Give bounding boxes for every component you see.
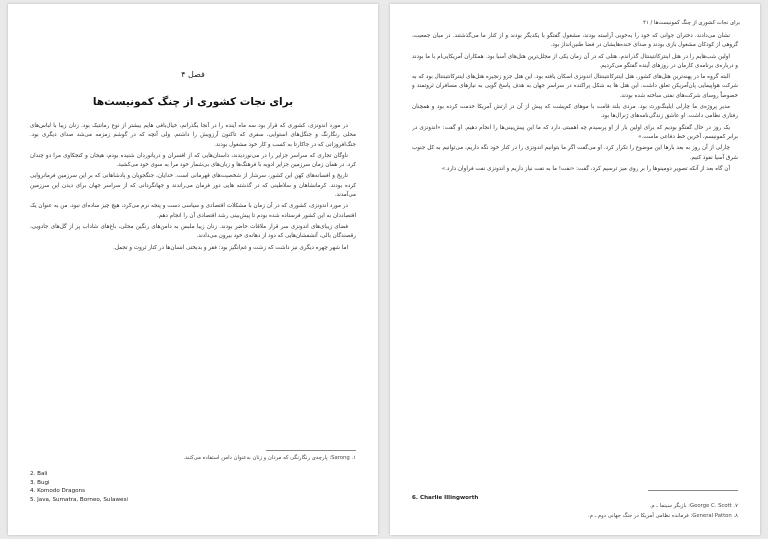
chapter-label: فصل ۴ [181,70,205,79]
paragraph: فضای زیبای‌های اندونزی سر قرار ملاقات حاضر بودند. زنان زیبا ملبس به دامن‌های رنگین محلی، باغ‌های شاداب پر از گل‌های جادویی، رقصندگان بالی، آتشفشان‌هایی که دود از دهانه‌ی خود بیرون می‌دادند. [30,223,356,240]
footnote-6: 6. Charlie Illingworth [412,495,479,501]
paragraph: اولین شب‌هایم را در هتل اینترکانتیننتال گذراندم. هتلی که در آن زمان یکی از مجلل‌ترین هتل‌های آسیا بود. همکاران آمریکایی‌ام با ما بودند و درباره‌ی برنامه‌ی کارمان در روزهای آینده گفتگو می‌کردیم. [412,53,738,69]
footnote-3: 3. Bugi [30,479,50,486]
footnote-divider [648,490,738,491]
footnote-4: 4. Komodo Dragons [30,488,86,494]
chapter-title: برای نجات کشوری از چنگ کمونیست‌ها [92,96,294,108]
right-page [390,4,760,535]
paragraph: در مورد اندونزی، کشوری که قرار بود سه ماه آینده را در آنجا بگذرانم، خیال‌بافی هایم بیشتر از نوع رمانتیک بود. زنان زیبا با لباس‌های محلی رنگارنگ و جنگل‌های استوایی، سفری که تاکنون آرزویش را داشتم. ولی آنچه که در گوشم زمزمه می‌شد صدای دیگری بود. جنگ‌افروزانی که در جاکارتا به کسب و کار خود مشغول بودند. [30,123,356,148]
paragraph: یک روز در حال گفتگو بودیم که برای اولین بار از او پرسیدم چه اهمیتی دارد که ما این پیش‌بینی‌ها را انجام دهیم. او گفت: «اندونزی در برابر کمونیسم، آخرین خط دفاعی ماست.» [412,124,738,140]
paragraph: اما شهر چهره دیگری نیز داشت که زشت و غم‌انگیز بود: فقر و بدبختی انسان‌ها در کنار ثروت و تجمل. [113,244,348,251]
paragraph: چارلی از آن روز به بعد بارها این موضوع را تکرار کرد. او می‌گفت اگر ما بتوانیم اندونزی را در کنار خود نگه داریم، می‌توانیم به کل جنوب شرق آسیا نفوذ کنیم. [412,145,738,161]
paragraph: البته گروه ما در پهنه‌ترین هتل‌های کشور، هتل اینترکانتیننتال اندونزی اسکان یافته بود. این هتل جزو زنجیره هتل‌های اینترکانتیننتال بود که به شرکت هواپیمایی پان‌آمریکن تعلق داشت. این هتل ها به شکل پراکنده در سراسر جهان به هدف پاسخ گویی به نیازهای مسافران ثروتمند و خصوصاً روسای شرکت‌های نفتی ساخته شده بودند. [412,74,738,99]
paragraph: ناوگان تجاری که سراسر جزایر را در می‌نوردیدند، داستان‌هایی که از افسران و دریانوردان شنیده بودم، هیجان و کنجکاوی مرا دو چندان کرد. در همان زمان سرزمین جزایر ادویه با فرهنگ‌ها و زبان‌های بی‌شمار خود مرا به سوی خود می‌کشید. [30,152,356,169]
left-page [8,4,378,535]
footnote-8: ۸. General Patton: فرمانده نظامی آمریکا در جنگ جهانی دوم ـ م. [587,513,738,519]
footnote-5: 5. Java, Sumatra, Borneo, Sulawesi [30,496,128,503]
paragraph: مدیر پروژه‌ی ما چارلی ایلینگ‌ورث بود. مردی بلند قامت با موهای کم‌پشت که پیش از آن در ارتش آمریکا خدمت کرده بود و همچنان رفتاری نظامی داشت. او عاشق زندگی‌نامه‌های ژنرال‌ها بود. [412,104,738,120]
footnote-1: ۱. Sarong: پارچه‌ی رنگارنگی که مردان و زنان به‌عنوان دامن استفاده می‌کنند. [183,455,356,461]
paragraph: آن گاه بعد از آنکه تصویر دومینوها را بر روی میز ترسیم کرد، گفت: «نفت! ما به نفت نیاز داریم و اندونزی نفت فراوان دارد.» [441,165,730,172]
paragraph: در مورد اندونزی، کشوری که در آن زمان با مشکلات اقتصادی و سیاسی دست و پنجه نرم می‌کرد، هیچ چیز ساده‌ای نبود. من به عنوان یک اقتصاددان به این کشور فرستاده شده بودم تا پیش‌بینی رشد اقتصادی آن را انجام دهم. [30,203,356,219]
left-body-text [30,122,356,498]
footnote-divider [266,450,356,451]
paragraph: نشان می‌دادند. دختران جوانی که خود را به‌خوبی آراسته بودند، مشغول گفتگو با یکدیگر بودند و از کنار ما می‌گذشتند. در میان جمعیت، گروهی از کودکان مشغول بازی بودند و صدای خنده‌هایشان در فضا طنین‌انداز بود. [412,33,738,49]
running-header: برای نجات کشوری از چنگ کمونیست‌ها / ۴۱ [643,20,740,26]
footnote-2: 2. Bali [30,471,48,477]
paragraph: تاریخ و افسانه‌های کهن این کشور، سرشار از شخصیت‌های قهرمانی است. خدایان، جنگجویان و پادشاهانی که بر این سرزمین فرمانروایی کرده بودند. کرمانشاهان و سلاطینی که در گذشته هایی دور فرمان می‌راندند و جهانگردانی که از سراسر جهان برای دیدن این سرزمین می‌آمدند. [30,173,356,199]
footnote-7: ۷. George C. Scott: بازیگر سینما ـ م. [649,503,738,509]
right-body-text [412,32,738,432]
footnote-list [30,470,128,504]
